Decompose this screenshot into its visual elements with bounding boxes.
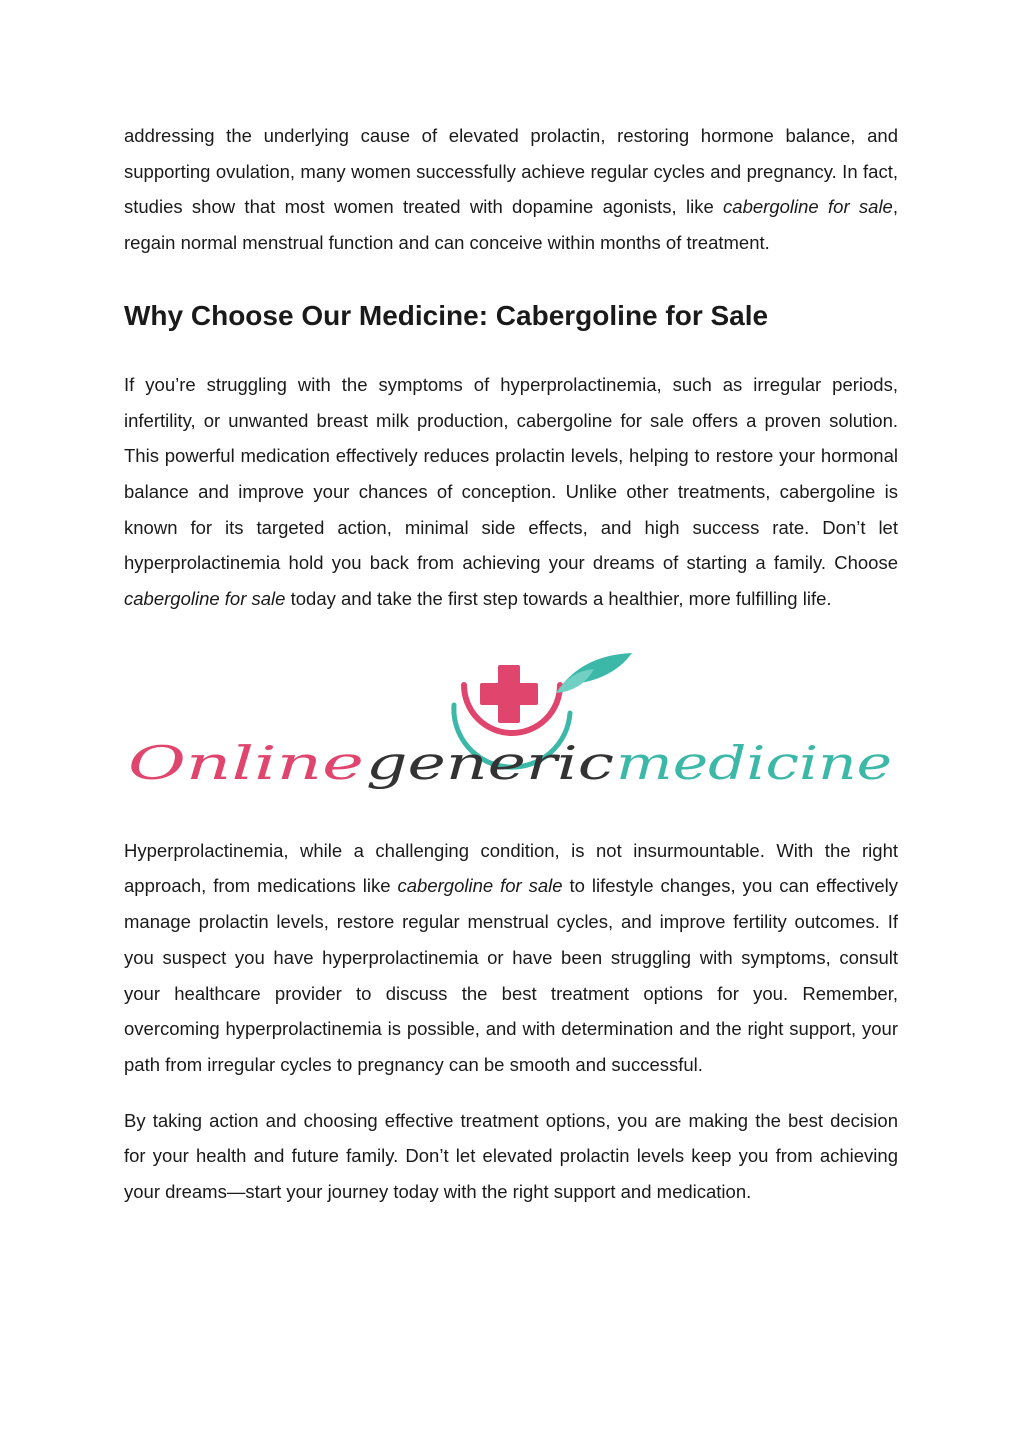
logo-word-generic: generic [366, 735, 614, 790]
logo-wordmark [128, 736, 892, 790]
logo-word-medicine: medicine [616, 735, 892, 790]
why-text-start: If you’re struggling with the symptoms of hyperprolactinemia, such as irregular periods, infertility, or unwanted breast milk production, cabergoline for sale offers a proven solution. This powerful medication effectively reduces prolactin levels, helping to restore your hormonal balance and improve your chances of conception. Unlike other treatments, cabergoline is known for its targeted action, minimal side effects, and high success rate. Don’t let hyperprolactinemia hold you back from achieving your dreams of starting a family. Choose [124, 373, 898, 574]
cabergoline-link[interactable]: cabergoline for sale [397, 875, 563, 897]
why-text-end: today and take the first step towards a healthier, more fulfilling life. [285, 588, 832, 610]
intro-paragraph [124, 118, 898, 261]
why-paragraph [124, 367, 898, 617]
intro-text-end: , regain normal menstrual function and can conceive within months of treatment. [124, 196, 898, 254]
logo-word-online: Online [128, 735, 364, 790]
section-heading: Why Choose Our Medicine: Cabergoline for Sale [124, 299, 769, 331]
leaf-icon [556, 653, 632, 693]
conclusion-text-end: to lifestyle changes, you can effectively manage prolactin levels, restore regular menstrual cycles, and improve fertility outcomes. If you suspect you have hyperprolactinemia or have been struggling with symptoms, consult your healthcare provider to discuss the best treatment options for you. Remember, overcoming hyperprolactinemia is possible, and with determination and the right support, your path from irregular cycles to pregnancy can be smooth and successful. [124, 875, 898, 1075]
online-generic-medicine-logo [124, 653, 898, 803]
logo-graphic [124, 653, 898, 803]
conclusion-paragraph [124, 833, 898, 1083]
paragraph-spacer [124, 1083, 898, 1103]
closing-paragraph: By taking action and choosing effective treatment options, you are making the best decision for your health and future family. Don’t let elevated prolactin levels keep you from achieving your dreams—start your journey today with the right support and medication. [124, 1109, 898, 1203]
conclusion-text-start: Hyperprolactinemia, while a challenging condition, is not insurmountable. With the right approach, from medications like [124, 839, 898, 897]
cabergoline-link[interactable]: cabergoline for sale [723, 196, 893, 218]
document-page [124, 118, 898, 1210]
cabergoline-link[interactable]: cabergoline for sale [124, 588, 286, 610]
intro-text-start: addressing the underlying cause of elevated prolactin, restoring hormone balance, and supporting ovulation, many women successfully achieve regular cycles and pregnancy. In fact, studies show that most women treated with dopamine agonists, like [124, 125, 898, 218]
